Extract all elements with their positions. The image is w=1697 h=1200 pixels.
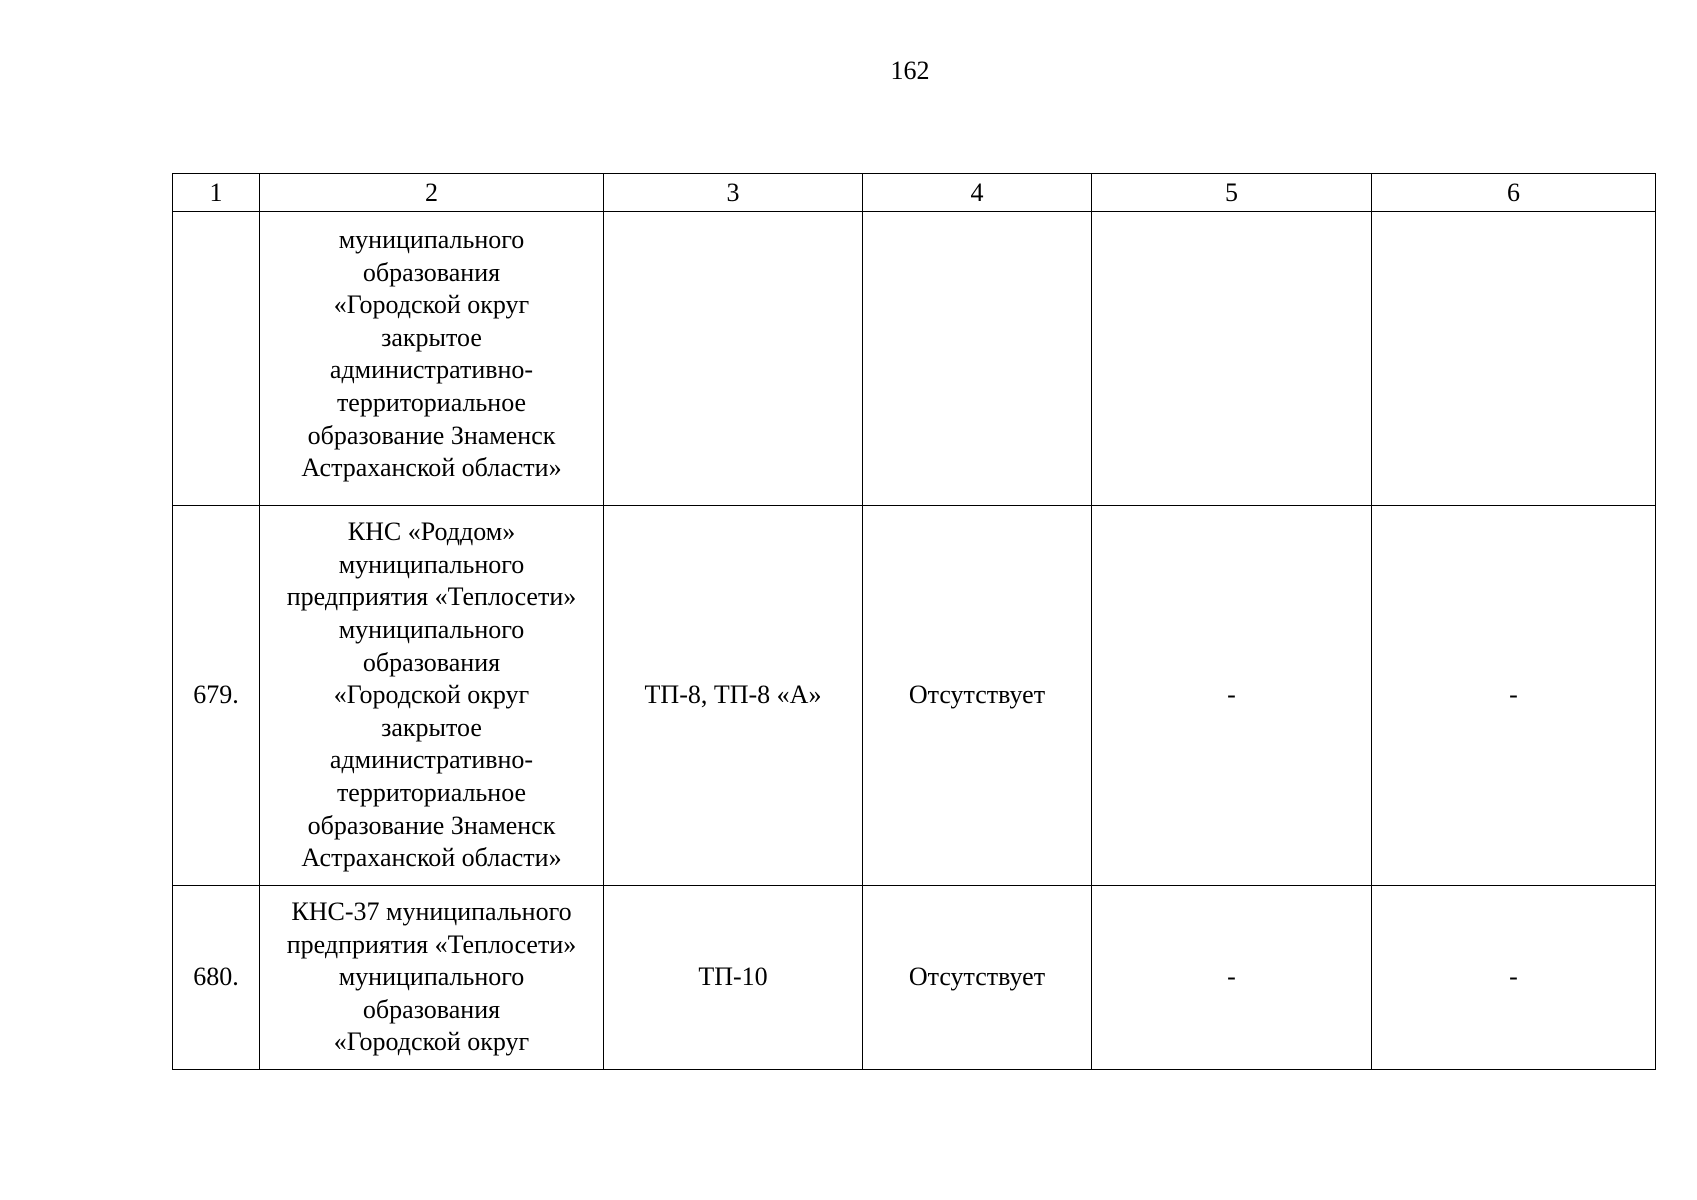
status-cell — [863, 212, 1092, 506]
col5-cell — [1092, 212, 1372, 506]
table-row — [173, 212, 1656, 506]
header-cell: 6 — [1372, 174, 1656, 212]
row-number-cell — [173, 212, 260, 506]
object-name-cell: КНС «Роддом» муниципального предприятия «Теплосети» муниципального образования «Городской округ закрытое административно- территориальное образование Знаменск Астраханской области» — [260, 506, 604, 886]
col6-cell: - — [1372, 506, 1656, 886]
col6-cell: - — [1372, 886, 1656, 1070]
col5-cell: - — [1092, 886, 1372, 1070]
substation-cell: ТП-10 — [604, 886, 863, 1070]
object-name-cell: КНС-37 муниципального предприятия «Теплосети» муниципального образования «Городской округ — [260, 886, 604, 1070]
status-cell: Отсутствует — [863, 506, 1092, 886]
header-cell: 1 — [173, 174, 260, 212]
table-header-row — [173, 174, 1656, 212]
substation-cell: ТП-8, ТП-8 «А» — [604, 506, 863, 886]
header-cell: 5 — [1092, 174, 1372, 212]
header-cell: 2 — [260, 174, 604, 212]
col6-cell — [1372, 212, 1656, 506]
status-cell: Отсутствует — [863, 886, 1092, 1070]
object-name-cell: муниципального образования «Городской округ закрытое административно- территориальное образование Знаменск Астраханской области» — [260, 212, 604, 506]
page-number: 162 — [890, 56, 930, 85]
row-number-cell: 679. — [173, 506, 260, 886]
substation-cell — [604, 212, 863, 506]
table-row — [173, 506, 1656, 886]
header-cell: 3 — [604, 174, 863, 212]
header-cell: 4 — [863, 174, 1092, 212]
data-table — [172, 173, 1656, 1070]
col5-cell: - — [1092, 506, 1372, 886]
table-row — [173, 886, 1656, 1070]
row-number-cell: 680. — [173, 886, 260, 1070]
